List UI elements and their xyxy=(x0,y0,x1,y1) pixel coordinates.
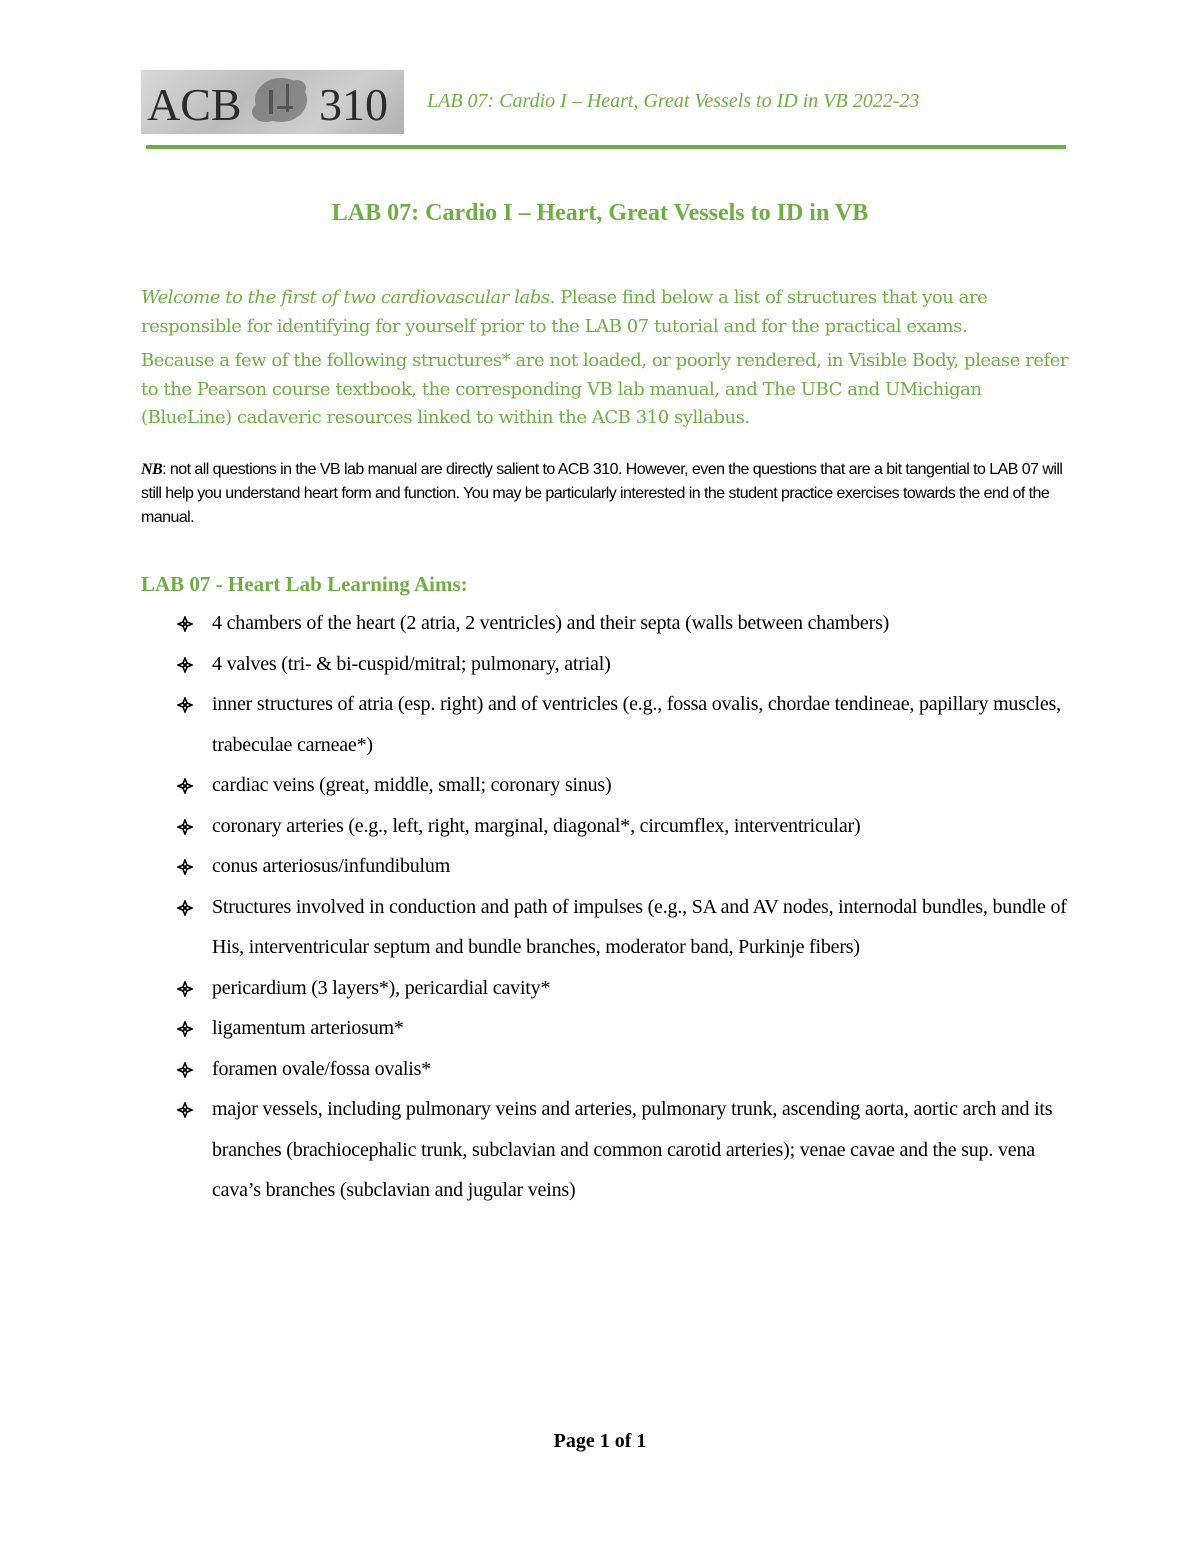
aim-item xyxy=(141,1008,1076,1049)
document-title: LAB 07: Cardio I – Heart, Great Vessels to ID in VB xyxy=(331,200,869,226)
aim-item xyxy=(141,1049,1076,1090)
intro-section xyxy=(141,284,1071,439)
header-title: LAB 07: Cardio I – Heart, Great Vessels to ID in VB 2022-23 xyxy=(427,90,920,112)
header-divider xyxy=(146,145,1066,149)
aim-item xyxy=(141,765,1076,806)
diamond-bullet-icon xyxy=(177,968,195,1008)
aim-item xyxy=(141,887,1076,968)
aim-text: 4 valves (tri- & bi-cuspid/mitral; pulmonary, atrial) xyxy=(212,652,611,675)
diamond-bullet-icon xyxy=(177,603,195,643)
svg-text:ACB: ACB xyxy=(147,79,242,130)
nb-label: NB xyxy=(141,461,163,478)
intro-sentence: . Please find below a list of structures that you are responsible for identifying for yourself prior to the LAB 07 tutorial and for the practical exams. xyxy=(141,287,988,337)
aim-item xyxy=(141,644,1076,685)
aims-list xyxy=(141,603,1076,1211)
aim-text: major vessels, including pulmonary veins and arteries, pulmonary trunk, ascending aorta, aortic arch and its branches (brachiocephalic trunk, subclavian and common carotid arteries); venae cavae and the sup. vena cava’s branches (subclavian and jugular veins) xyxy=(212,1098,1053,1201)
diamond-bullet-icon xyxy=(177,887,195,927)
aim-item xyxy=(141,806,1076,847)
aim-text: Structures involved in conduction and path of impulses (e.g., SA and AV nodes, internodal bundles, bundle of His, interventricular septum and bundle branches, moderator band, Purkinje fibers) xyxy=(212,895,1067,958)
aim-text: 4 chambers of the heart (2 atria, 2 ventricles) and their septa (walls between chambers) xyxy=(212,612,890,634)
aim-text: cardiac veins (great, middle, small; coronary sinus) xyxy=(212,774,612,796)
svg-text:310: 310 xyxy=(319,79,388,130)
aim-item xyxy=(141,603,1076,644)
aims-heading: LAB 07 - Heart Lab Learning Aims: xyxy=(141,572,468,596)
aim-text: conus arteriosus/infundibulum xyxy=(212,855,451,877)
intro-lead: Welcome to the first of two cardiovascular labs xyxy=(141,287,550,308)
nb-text: : not all questions in the VB lab manual are directly salient to ACB 310. However, even the questions that are a bit tangential to LAB 07 will still help you understand heart form and function. You may be particularly interested in the student practice exercises towards the end of the manual. xyxy=(141,461,1063,526)
aim-text: inner structures of atria (esp. right) and of ventricles (e.g., fossa ovalis, chordae tendineae, papillary muscles, trabeculae carneae*) xyxy=(212,693,1061,756)
aim-text: ligamentum arteriosum* xyxy=(212,1017,404,1039)
aim-item xyxy=(141,968,1076,1009)
aim-text: pericardium (3 layers*), pericardial cavity* xyxy=(212,976,551,999)
course-logo xyxy=(141,70,404,134)
diamond-bullet-icon xyxy=(177,1049,195,1089)
logo-image xyxy=(141,70,404,134)
intro-paragraph-2: Because a few of the following structures* are not loaded, or poorly rendered, in Visible Body, please refer to the Pearson course textbook, the corresponding VB lab manual, and The UBC and UMichigan (BlueLine) cadaveric resources linked to within the ACB 310 syllabus. xyxy=(141,350,1069,428)
aim-text: coronary arteries (e.g., left, right, marginal, diagonal*, circumflex, interventricular) xyxy=(212,814,861,837)
diamond-bullet-icon xyxy=(177,1089,195,1129)
aim-item xyxy=(141,684,1076,765)
intro-paragraph-1 xyxy=(141,284,1071,341)
diamond-bullet-icon xyxy=(177,644,195,684)
aim-item xyxy=(141,846,1076,887)
diamond-bullet-icon xyxy=(177,806,195,846)
diamond-bullet-icon xyxy=(177,765,195,805)
diamond-bullet-icon xyxy=(177,1008,195,1048)
aim-item xyxy=(141,1089,1076,1211)
nb-note xyxy=(141,458,1076,530)
diamond-bullet-icon xyxy=(177,846,195,886)
diamond-bullet-icon xyxy=(177,684,195,724)
page-number: Page 1 of 1 xyxy=(553,1430,647,1452)
aim-text: foramen ovale/fossa ovalis* xyxy=(212,1057,431,1080)
